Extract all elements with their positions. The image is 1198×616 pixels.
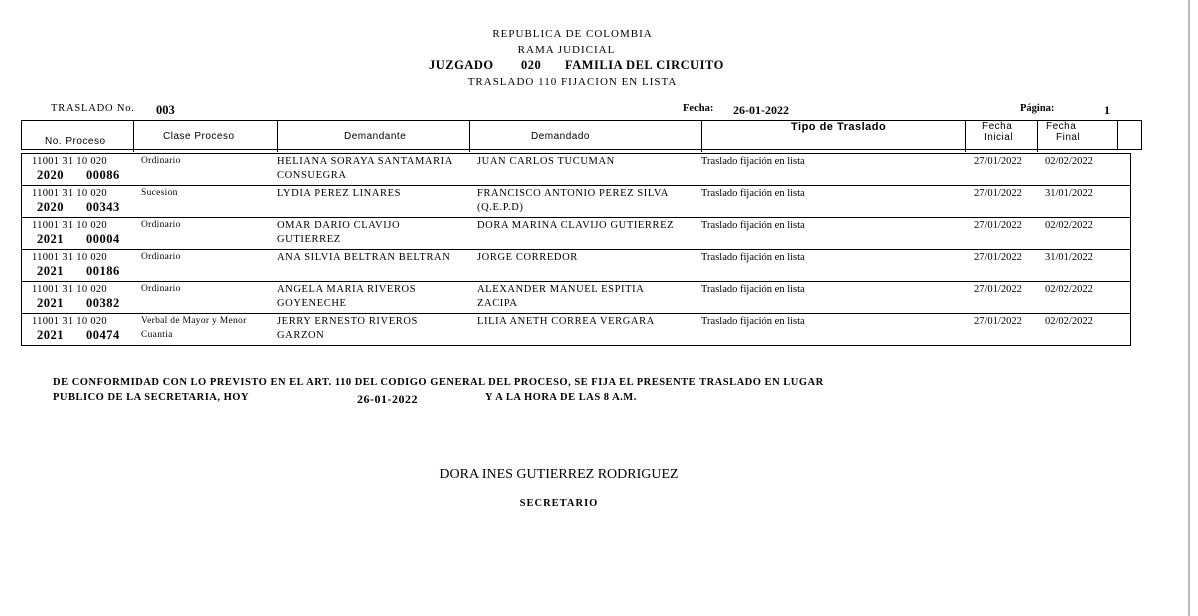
header-juzgado-number: 020: [521, 58, 542, 72]
radicado-prefix: 11001 31 10 020: [32, 252, 107, 263]
col-no-proceso: No. Proceso: [45, 136, 106, 147]
column-divider: [133, 120, 134, 152]
col-demandante: Demandante: [344, 131, 407, 142]
table-row: [21, 154, 1131, 186]
fecha-inicial: 27/01/2022: [974, 156, 1022, 167]
demandado: LILIA ANETH CORREA VERGARA: [477, 316, 655, 327]
column-divider: [469, 120, 470, 152]
tipo-traslado: Traslado fijación en lista: [701, 220, 805, 231]
pagina-value: 1: [1104, 103, 1110, 117]
demandante-line2: CONSUEGRA: [277, 170, 347, 181]
fecha-final: 02/02/2022: [1045, 316, 1093, 327]
fecha-inicial: 27/01/2022: [974, 220, 1022, 231]
demandante: LYDIA PEREZ LINARES: [277, 188, 402, 199]
footer-hour: Y A LA HORA DE LAS 8 A.M.: [485, 392, 637, 403]
radicado-year: 2021: [37, 328, 64, 342]
radicado-number: 00382: [86, 296, 120, 310]
tipo-traslado: Traslado fijación en lista: [701, 316, 805, 327]
table-row: [21, 314, 1131, 346]
demandado: FRANCISCO ANTONIO PEREZ SILVA: [477, 188, 669, 199]
radicado-number: 00186: [86, 264, 120, 278]
column-divider: [965, 120, 966, 152]
header-country: REPUBLICA DE COLOMBIA: [492, 28, 653, 40]
demandante-line2: GUTIERREZ: [277, 234, 341, 245]
col-fecha-final: [1046, 121, 1080, 143]
fecha-final: 02/02/2022: [1045, 284, 1093, 295]
radicado-year: 2020: [37, 168, 64, 182]
col-fecha-final-line2: Final: [1056, 132, 1081, 143]
fecha-final: 02/02/2022: [1045, 220, 1093, 231]
demandado: JORGE CORREDOR: [477, 252, 578, 263]
traslado-label: TRASLADO No.: [51, 103, 135, 114]
header-subtitle: TRASLADO 110 FIJACION EN LISTA: [467, 76, 678, 88]
col-clase-proceso: Clase Proceso: [163, 131, 235, 142]
demandado: ALEXANDER MANUEL ESPITIA: [477, 284, 645, 295]
clase-proceso: Sucesion: [141, 188, 178, 198]
fecha-label: Fecha:: [683, 103, 714, 114]
col-fecha-inicial: [982, 121, 1013, 143]
table-row: [21, 250, 1131, 282]
demandante-line2: GOYENECHE: [277, 298, 347, 309]
radicado-year: 2021: [37, 232, 64, 246]
fecha-final: 02/02/2022: [1045, 156, 1093, 167]
tipo-traslado: Traslado fijación en lista: [701, 284, 805, 295]
demandado: DORA MARINA CLAVIJO GUTIERREZ: [477, 220, 675, 231]
clase-proceso: Ordinario: [141, 220, 181, 230]
signature-title: SECRETARIO: [519, 498, 599, 509]
radicado-prefix: 11001 31 10 020: [32, 284, 107, 295]
fecha-value: 26-01-2022: [733, 103, 789, 117]
row-divider: [21, 217, 1131, 218]
radicado-number: 00343: [86, 200, 120, 214]
radicado-prefix: 11001 31 10 020: [32, 316, 107, 327]
radicado-year: 2021: [37, 296, 64, 310]
column-divider: [277, 120, 278, 152]
demandado-line2: ZACIPA: [477, 298, 518, 309]
clase-proceso: Verbal de Mayor y Menor: [141, 316, 247, 326]
fecha-inicial: 27/01/2022: [974, 284, 1022, 295]
window-edge: [1188, 0, 1190, 616]
radicado-number: 00086: [86, 168, 120, 182]
clase-proceso: Ordinario: [141, 284, 181, 294]
demandante: JERRY ERNESTO RIVEROS: [277, 316, 418, 327]
table-row: [21, 282, 1131, 314]
column-divider: [1117, 120, 1118, 150]
row-divider: [21, 185, 1131, 186]
table-row: [21, 186, 1131, 218]
clase-proceso: Ordinario: [141, 252, 181, 262]
fecha-inicial: 27/01/2022: [974, 316, 1022, 327]
radicado-prefix: 11001 31 10 020: [32, 156, 107, 167]
demandado: JUAN CARLOS TUCUMAN: [477, 156, 615, 167]
row-divider: [21, 281, 1131, 282]
fecha-inicial: 27/01/2022: [974, 188, 1022, 199]
tipo-traslado: Traslado fijación en lista: [701, 156, 805, 167]
traslado-number: 003: [156, 103, 175, 117]
signature-name: DORA INES GUTIERREZ RODRIGUEZ: [439, 467, 679, 482]
radicado-number: 00004: [86, 232, 120, 246]
col-demandado: Demandado: [531, 131, 590, 142]
radicado-year: 2020: [37, 200, 64, 214]
demandante: ANA SILVIA BELTRAN BELTRAN: [277, 252, 451, 263]
header-branch: RAMA JUDICIAL: [517, 44, 616, 56]
demandante-line2: GARZON: [277, 330, 325, 341]
radicado-prefix: 11001 31 10 020: [32, 220, 107, 231]
tipo-traslado: Traslado fijación en lista: [701, 252, 805, 263]
tipo-traslado: Traslado fijación en lista: [701, 188, 805, 199]
footer-statement-line1: DE CONFORMIDAD CON LO PREVISTO EN EL ART. 110 DEL CODIGO GENERAL DEL PROCESO, SE FIJA EL PRESENTE TRASLADO EN LUGAR: [53, 377, 824, 388]
demandante: HELIANA SORAYA SANTAMARIA: [277, 156, 453, 167]
fecha-final: 31/01/2022: [1045, 252, 1093, 263]
demandado-line2: (Q.E.P.D): [477, 202, 524, 213]
fecha-final: 31/01/2022: [1045, 188, 1093, 199]
demandante: ANGELA MARIA RIVEROS: [277, 284, 417, 295]
pagina-label: Página:: [1020, 103, 1055, 114]
column-divider: [701, 120, 702, 152]
radicado-year: 2021: [37, 264, 64, 278]
col-fecha-final-line1: Fecha: [1046, 121, 1077, 132]
row-divider: [21, 249, 1131, 250]
header-juzgado-name: FAMILIA DEL CIRCUITO: [565, 58, 724, 72]
col-tipo-traslado: Tipo de Traslado: [791, 121, 887, 133]
footer-date: 26-01-2022: [357, 392, 418, 406]
row-divider: [21, 313, 1131, 314]
radicado-number: 00474: [86, 328, 120, 342]
footer-statement-line2: PUBLICO DE LA SECRETARIA, HOY: [53, 392, 250, 403]
col-fecha-inicial-line1: Fecha: [982, 121, 1013, 132]
clase-proceso-line2: Cuantia: [141, 330, 173, 340]
clase-proceso: Ordinario: [141, 156, 181, 166]
column-divider: [1037, 120, 1038, 152]
col-fecha-inicial-line2: Inicial: [984, 132, 1014, 143]
radicado-prefix: 11001 31 10 020: [32, 188, 107, 199]
header-juzgado-label: JUZGADO: [429, 58, 494, 72]
fecha-inicial: 27/01/2022: [974, 252, 1022, 263]
table-row: [21, 218, 1131, 250]
demandante: OMAR DARIO CLAVIJO: [277, 220, 401, 231]
